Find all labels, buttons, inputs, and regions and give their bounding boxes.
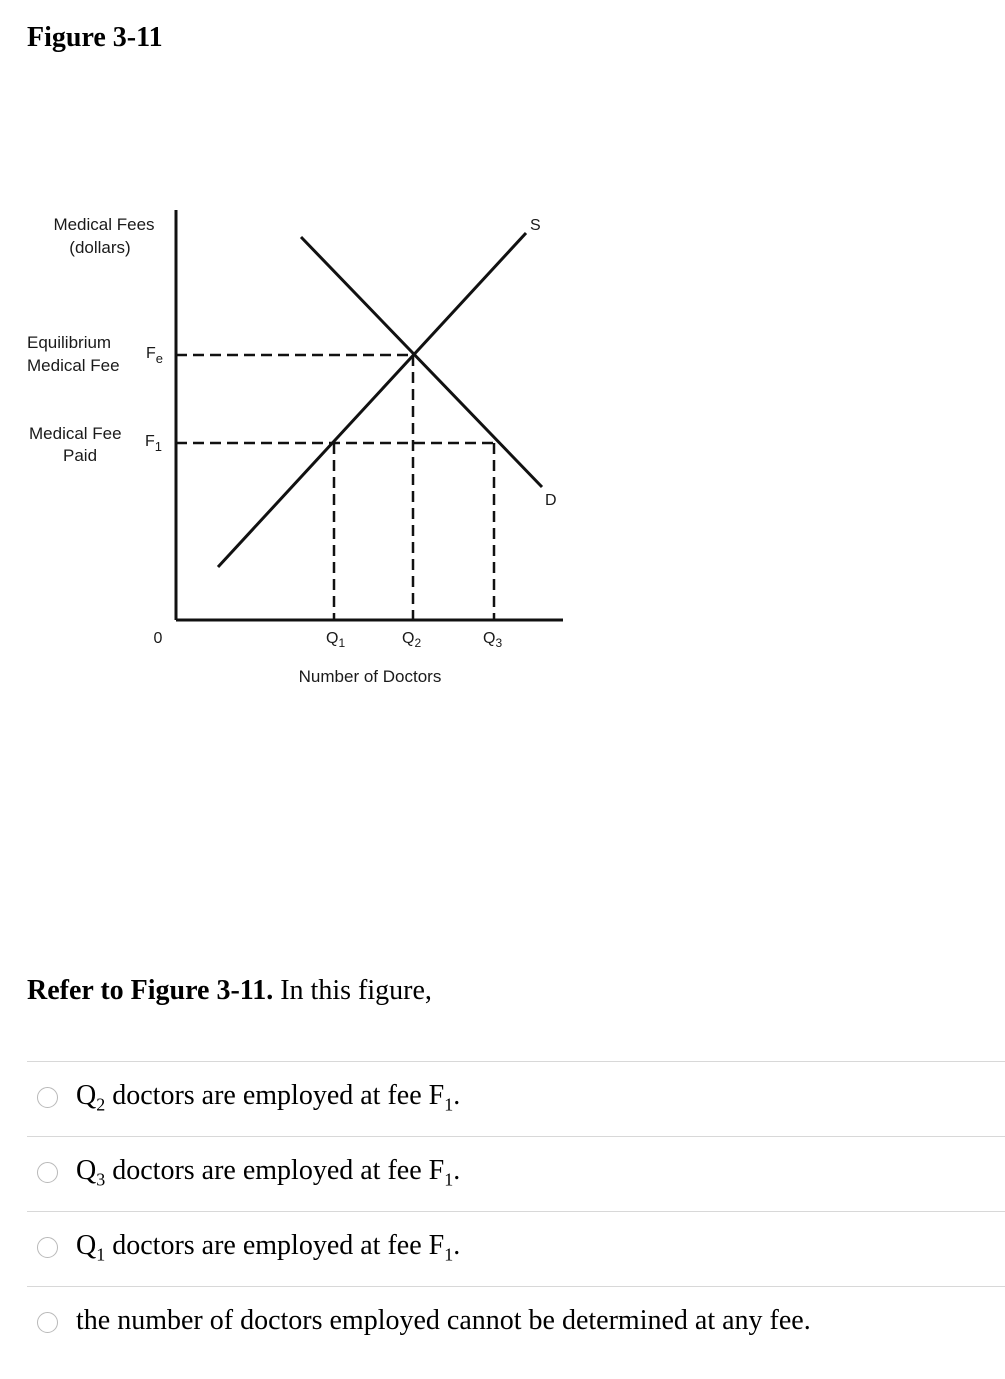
q2-tick-label: $Q_2$	[402, 630, 422, 650]
equilibrium-label: Equilibrium	[27, 333, 112, 352]
y-axis-label: Medical Fees	[53, 215, 155, 234]
supply-curve	[218, 233, 526, 567]
q1-tick-label: $Q_1$	[326, 630, 346, 650]
y-axis-label-units: (dollars)	[69, 238, 131, 257]
x-axis-label: Number of Doctors	[298, 667, 442, 686]
supply-label: S	[530, 217, 541, 234]
radio-button[interactable]	[37, 1312, 58, 1333]
question-text	[27, 975, 432, 1007]
f1-tick-label: $F_1$	[145, 433, 163, 454]
answer-option-4[interactable]	[27, 1286, 1005, 1361]
q3-tick-label: $Q_3$	[483, 630, 503, 650]
demand-curve	[301, 237, 542, 487]
figure-title: Figure 3-11	[27, 22, 163, 53]
option-label: $Q_2$ doctors are employed at fee $F_1$.	[76, 1080, 461, 1115]
radio-button[interactable]	[37, 1087, 58, 1108]
demand-label: D	[545, 492, 557, 509]
option-label: the number of doctors employed cannot be determined at any fee.	[76, 1305, 811, 1336]
equilibrium-label-line2: Medical Fee	[27, 356, 120, 375]
radio-button[interactable]	[37, 1237, 58, 1258]
answer-options	[27, 1061, 1005, 1361]
answer-option-1[interactable]	[27, 1061, 1005, 1136]
question-body: In this figure,	[273, 975, 432, 1006]
option-label: $Q_3$ doctors are employed at fee $F_1$.	[76, 1155, 461, 1190]
answer-option-2[interactable]	[27, 1136, 1005, 1211]
fee-paid-label-line2: Paid	[63, 446, 98, 465]
fe-tick-label: $F_e$	[146, 345, 164, 366]
origin-label: 0	[153, 630, 163, 647]
answer-option-3[interactable]	[27, 1211, 1005, 1286]
option-label: $Q_1$ doctors are employed at fee $F_1$.	[76, 1230, 461, 1265]
fee-paid-label: Medical Fee	[29, 424, 122, 443]
question-reference: Refer to Figure 3-11.	[27, 975, 274, 1006]
radio-button[interactable]	[37, 1162, 58, 1183]
